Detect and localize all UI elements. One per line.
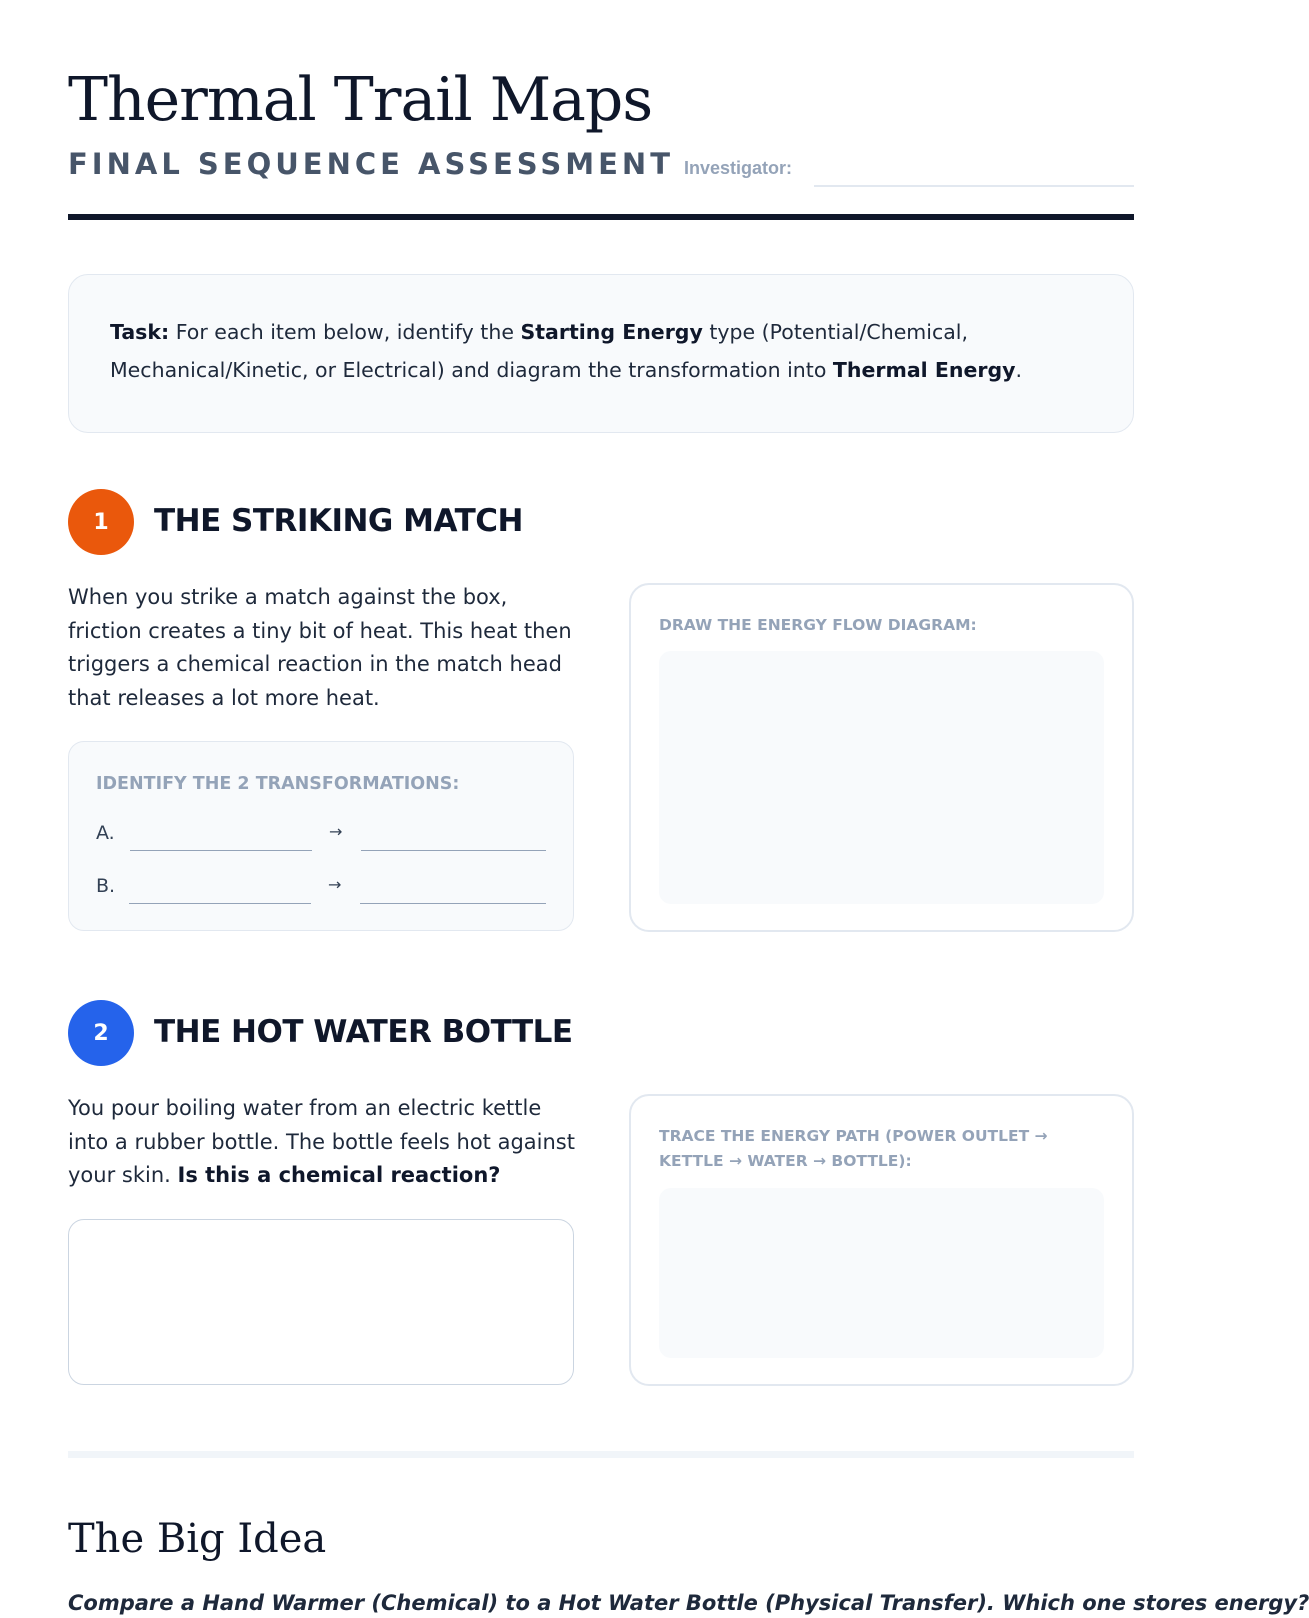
section-2-number-badge: 2 [68, 1000, 134, 1066]
task-text-1: For each item below, identify the [169, 320, 521, 344]
arrow-right-icon: → [328, 875, 342, 894]
energy-path-box [629, 1094, 1134, 1386]
task-starting-energy: Starting Energy [520, 320, 703, 344]
big-idea-prompt: Compare a Hand Warmer (Chemical) to a Hot Water Bottle (Physical Transfer). Which one stores energy? [68, 1591, 1309, 1615]
end-energy-blank[interactable] [360, 903, 546, 904]
row-letter: A. [96, 822, 115, 844]
section-2-description [68, 1092, 583, 1193]
diagram-label: DRAW THE ENERGY FLOW DIAGRAM: [659, 616, 977, 634]
investigator-label: Investigator: [684, 158, 793, 178]
start-energy-blank[interactable] [129, 903, 311, 904]
transformations-box [68, 741, 574, 931]
row-letter: B. [96, 875, 116, 897]
answer-box[interactable] [68, 1219, 574, 1385]
page-subtitle: FINAL SEQUENCE ASSESSMENT [68, 147, 674, 181]
section-2-title: THE HOT WATER BOTTLE [154, 1014, 573, 1050]
page-title: Thermal Trail Maps [68, 65, 653, 135]
section-2-question: Is this a chemical reaction? [177, 1163, 501, 1187]
transformation-row-a [96, 816, 556, 852]
section-1-title: THE STRIKING MATCH [154, 503, 523, 539]
arrow-right-icon: → [329, 822, 343, 841]
task-text-3: . [1015, 358, 1023, 382]
task-box [68, 274, 1134, 433]
header-rule [68, 214, 1134, 220]
end-energy-blank[interactable] [361, 850, 546, 851]
task-text-2: type (Potential/Chemical, Mechanical/Kinetic, or Electrical) and diagram the transformation into [110, 320, 969, 382]
diagram-drawing-area[interactable] [659, 651, 1104, 904]
investigator-name-field[interactable] [814, 185, 1134, 187]
section-1-description: When you strike a match against the box, friction creates a tiny bit of heat. This heat then triggers a chemical reaction in the match head that releases a lot more heat. [68, 585, 572, 710]
task-instructions [110, 313, 1093, 389]
section-divider [68, 1451, 1134, 1458]
diagram-drawing-area[interactable] [659, 1188, 1104, 1358]
task-thermal-energy: Thermal Energy [832, 358, 1016, 382]
transformation-row-b [96, 869, 556, 905]
transformations-label: IDENTIFY THE 2 TRANSFORMATIONS: [96, 774, 460, 794]
big-idea-title: The Big Idea [68, 1516, 327, 1562]
section-1-number-badge: 1 [68, 489, 134, 555]
energy-flow-diagram-box [629, 583, 1134, 932]
start-energy-blank[interactable] [130, 850, 312, 851]
task-lead: Task: [110, 320, 170, 344]
section-2-description-text: You pour boiling water from an electric kettle into a rubber bottle. The bottle feels hot against your skin. [68, 1096, 575, 1187]
diagram-label: TRACE THE ENERGY PATH (POWER OUTLET → KETTLE → WATER → BOTTLE): [659, 1127, 1048, 1170]
